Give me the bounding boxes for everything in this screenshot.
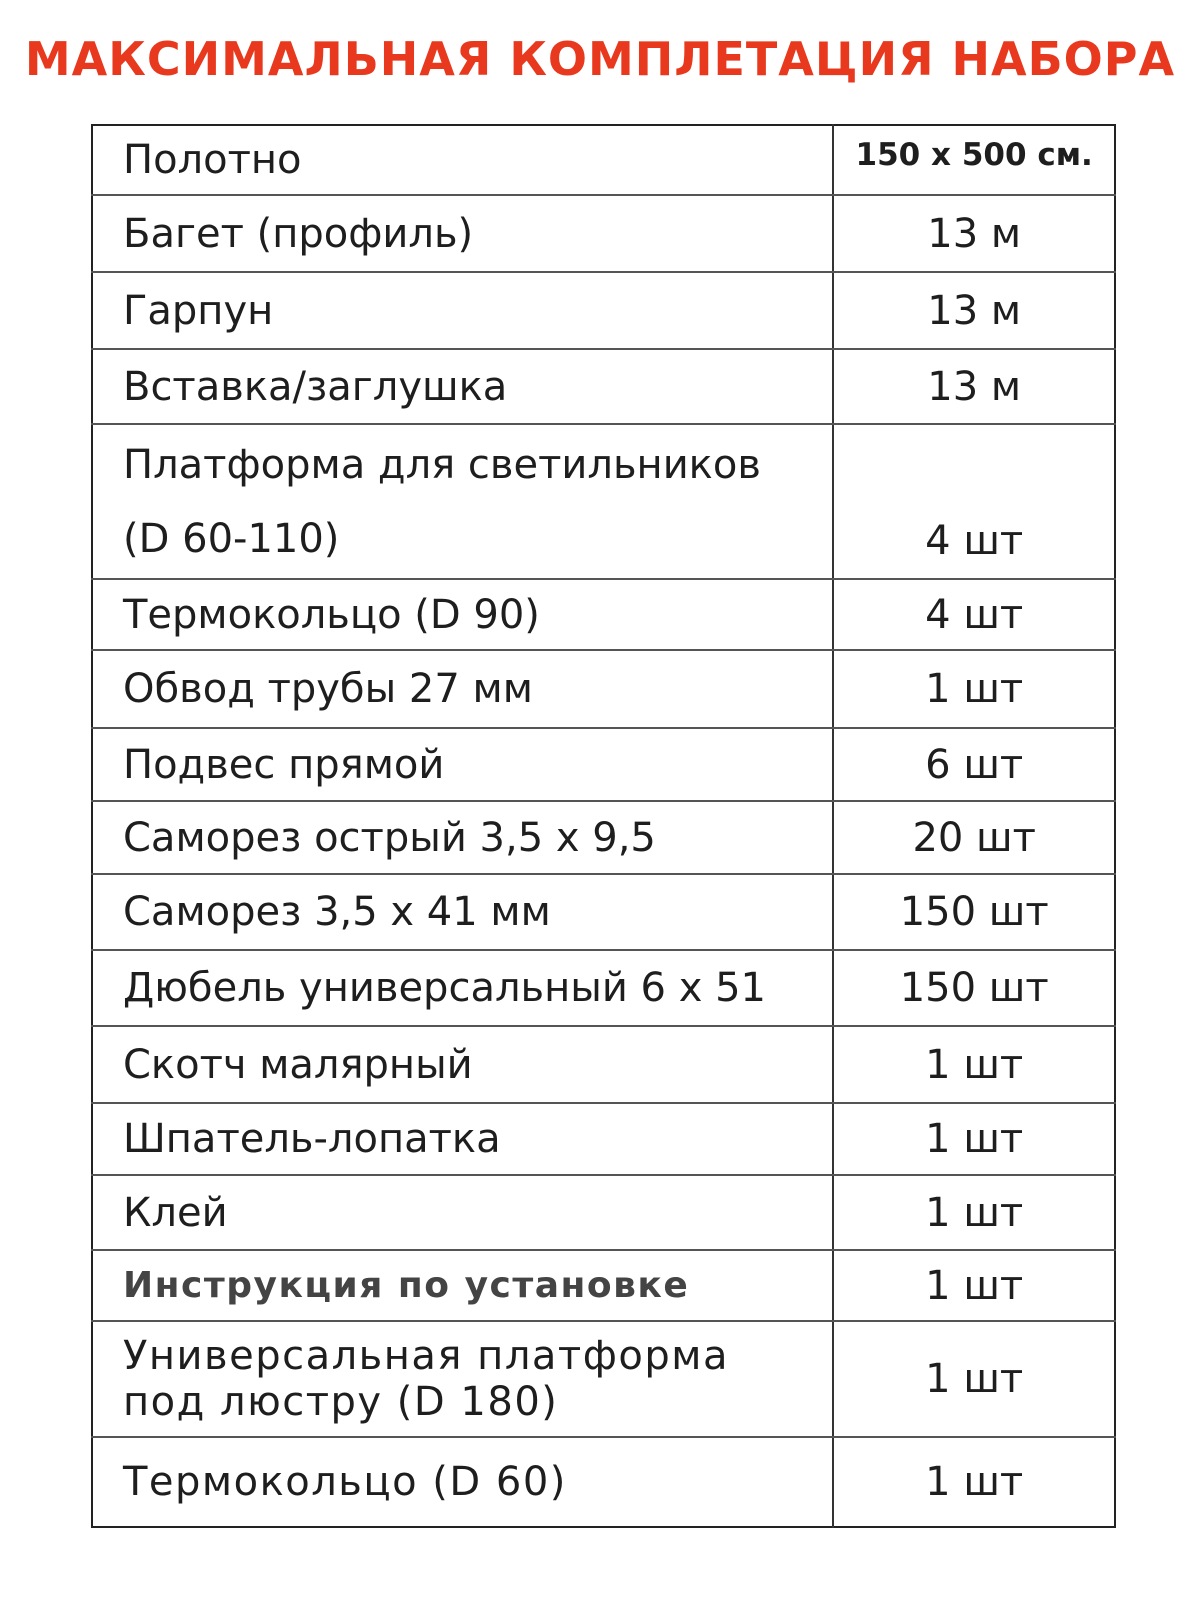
item-quantity: 13 м [833,272,1115,349]
item-name: Саморез острый 3,5 x 9,5 [92,801,833,874]
item-name: Полотно [92,125,833,195]
table-row [92,579,1115,650]
item-name: Багет (профиль) [92,195,833,272]
table-row [92,272,1115,349]
table-row [92,728,1115,801]
item-quantity: 1 шт [833,1250,1115,1321]
table-row [92,1250,1115,1321]
page-title: МАКСИМАЛЬНАЯ КОМПЛЕТАЦИЯ НАБОРА [24,32,1176,86]
item-quantity: 6 шт [833,728,1115,801]
item-quantity: 1 шт [833,1175,1115,1250]
table-row [92,1321,1115,1437]
item-name: Обвод трубы 27 мм [92,650,833,728]
item-quantity: 1 шт [833,1321,1115,1437]
item-name-line: Платформа для светильников [123,441,761,488]
table-row [92,801,1115,874]
table-row [92,1175,1115,1250]
table-row [92,650,1115,728]
item-quantity: 1 шт [833,650,1115,728]
item-name: Шпатель-лопатка [92,1103,833,1175]
item-name-line: под люстру (D 180) [123,1379,559,1425]
table-row [92,874,1115,950]
item-name: Саморез 3,5 x 41 мм [92,874,833,950]
item-name: Инструкция по установке [92,1250,833,1321]
item-name: Вставка/заглушка [92,349,833,424]
item-quantity: 4 шт [833,424,1115,579]
item-name [92,1321,833,1437]
item-quantity: 13 м [833,195,1115,272]
item-name: Термокольцо (D 60) [92,1437,833,1527]
table-row [92,424,1115,579]
table-row [92,195,1115,272]
table-row [92,1437,1115,1527]
item-name-line: Универсальная платформа [123,1333,729,1379]
item-quantity: 150 шт [833,950,1115,1026]
item-name: Термокольцо (D 90) [92,579,833,650]
item-name: Подвес прямой [92,728,833,801]
item-quantity: 1 шт [833,1437,1115,1527]
item-name [92,424,833,579]
item-name: Скотч малярный [92,1026,833,1103]
table-row [92,950,1115,1026]
table-row [92,349,1115,424]
kit-contents-table [91,124,1116,1528]
item-quantity: 150 x 500 см. [833,125,1115,195]
table-row [92,1103,1115,1175]
item-quantity: 4 шт [833,579,1115,650]
item-quantity: 150 шт [833,874,1115,950]
item-name: Гарпун [92,272,833,349]
item-name: Клей [92,1175,833,1250]
item-quantity: 20 шт [833,801,1115,874]
item-name-line: (D 60-110) [123,515,340,562]
table-row [92,125,1115,195]
item-quantity: 1 шт [833,1026,1115,1103]
item-quantity: 1 шт [833,1103,1115,1175]
item-quantity: 13 м [833,349,1115,424]
table-row [92,1026,1115,1103]
item-name: Дюбель универсальный 6 x 51 [92,950,833,1026]
